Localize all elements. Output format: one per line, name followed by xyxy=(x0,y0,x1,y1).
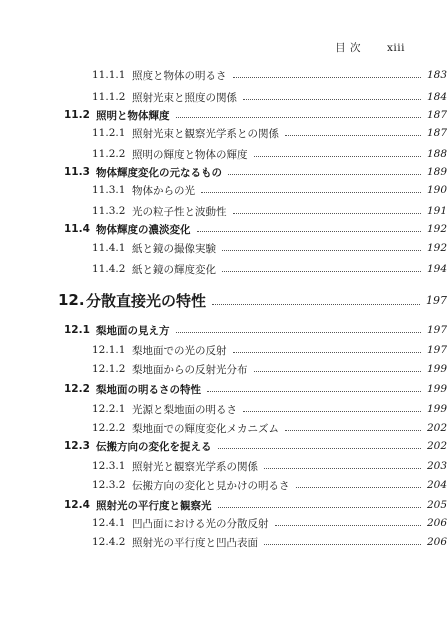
dot-leader xyxy=(243,410,421,412)
dot-leader xyxy=(228,173,421,175)
toc-title: 梨地面の明るさの特性 xyxy=(96,383,201,396)
toc-section xyxy=(0,497,447,513)
toc-title: 梨地面での輝度変化メカニズム xyxy=(132,422,279,435)
toc-chapter xyxy=(0,289,447,311)
toc-subsection xyxy=(0,515,447,531)
toc-title: 物体からの光 xyxy=(132,184,195,197)
toc-title: 分散直接光の特性 xyxy=(86,291,207,310)
toc-title: 照射光と観察光学系の関係 xyxy=(132,460,258,473)
toc-title: 光源と梨地面の明るさ xyxy=(132,403,237,416)
dot-leader xyxy=(254,155,421,157)
dot-leader xyxy=(233,76,421,78)
toc-subsection xyxy=(0,458,447,474)
dot-leader xyxy=(285,429,421,431)
toc-page-number: 187 xyxy=(426,127,447,139)
toc-number: 11.4.1 xyxy=(92,242,126,254)
toc-number: 12.4 xyxy=(64,499,90,511)
toc-number: 12.1.2 xyxy=(92,363,126,375)
toc-number: 11.1.2 xyxy=(92,91,126,103)
toc-title: 紙と鏡の輝度変化 xyxy=(132,263,216,276)
toc-section xyxy=(0,438,447,454)
toc-section xyxy=(0,164,447,180)
toc-page-number: 199 xyxy=(426,363,447,375)
toc-title: 照射光束と観察光学系との関係 xyxy=(132,127,279,140)
toc-number: 11.3.2 xyxy=(92,205,126,217)
toc-subsection xyxy=(0,203,447,219)
toc-subsection xyxy=(0,89,447,105)
toc-page-number: 197 xyxy=(426,344,447,356)
dot-leader xyxy=(176,331,421,333)
toc-section xyxy=(0,107,447,123)
toc-title: 照明と物体輝度 xyxy=(96,109,170,122)
toc-number: 12.3.2 xyxy=(92,479,126,491)
toc-section xyxy=(0,221,447,237)
toc-page-number: 197 xyxy=(426,293,447,307)
toc-page-number: 205 xyxy=(426,499,447,511)
toc-title: 梨地面からの反射光分布 xyxy=(132,363,248,376)
toc-number: 11.3 xyxy=(64,166,90,178)
toc-page-number: 192 xyxy=(426,242,447,254)
toc-subsection xyxy=(0,534,447,550)
toc-number: 11.1.1 xyxy=(92,69,126,81)
toc-subsection xyxy=(0,342,447,358)
toc-page-number: 192 xyxy=(426,223,447,235)
dot-leader xyxy=(222,249,421,251)
toc-subsection xyxy=(0,361,447,377)
toc-page-number: 204 xyxy=(426,479,447,491)
toc-page-number: 199 xyxy=(426,383,447,395)
toc-number: 12.2.1 xyxy=(92,403,126,415)
toc-title: 照射光の平行度と凹凸表面 xyxy=(132,536,258,549)
toc-page-number: 184 xyxy=(426,91,447,103)
toc-page-number: 202 xyxy=(426,440,447,452)
dot-leader xyxy=(296,486,421,488)
toc-page-number: 197 xyxy=(426,324,447,336)
toc-title: 照明の輝度と物体の輝度 xyxy=(132,148,248,161)
dot-leader xyxy=(264,543,421,545)
dot-leader xyxy=(222,270,421,272)
dot-leader xyxy=(176,116,421,118)
dot-leader xyxy=(285,134,421,136)
dot-leader xyxy=(275,524,421,526)
dot-leader xyxy=(218,447,421,449)
toc-title: 物体輝度の濃淡変化 xyxy=(96,223,191,236)
dot-leader xyxy=(254,370,421,372)
toc-title: 伝搬方向の変化と見かけの明るさ xyxy=(132,479,290,492)
toc-subsection xyxy=(0,477,447,493)
toc-section xyxy=(0,381,447,397)
dot-leader xyxy=(207,390,421,392)
toc-title: 照度と物体の明るさ xyxy=(132,69,227,82)
toc-number: 12. xyxy=(58,291,85,309)
toc-page-number: 190 xyxy=(426,184,447,196)
toc-number: 12.2.2 xyxy=(92,422,126,434)
header-title: 目 次 xyxy=(335,42,361,54)
toc-number: 12.4.1 xyxy=(92,517,126,529)
toc-number: 11.2 xyxy=(64,109,90,121)
toc-number: 12.3.1 xyxy=(92,460,126,472)
toc-number: 12.1.1 xyxy=(92,344,126,356)
toc-subsection xyxy=(0,261,447,277)
toc-title: 紙と鏡の撮像実験 xyxy=(132,242,216,255)
running-header xyxy=(335,40,405,55)
toc-subsection xyxy=(0,420,447,436)
toc-subsection xyxy=(0,182,447,198)
toc-page-number: 203 xyxy=(426,460,447,472)
toc-page-number: 187 xyxy=(426,109,447,121)
toc-subsection xyxy=(0,146,447,162)
toc-title: 物体輝度変化の元なるもの xyxy=(96,166,222,179)
toc-subsection xyxy=(0,125,447,141)
dot-leader xyxy=(218,506,421,508)
toc-title: 照射光の平行度と観察光 xyxy=(96,499,212,512)
toc-page-number: 188 xyxy=(426,148,447,160)
toc-number: 11.4 xyxy=(64,223,90,235)
toc-page-number: 191 xyxy=(426,205,447,217)
toc-subsection xyxy=(0,401,447,417)
toc-number: 12.1 xyxy=(64,324,90,336)
dot-leader xyxy=(243,98,421,100)
toc-page-number: 206 xyxy=(426,536,447,548)
toc-title: 凹凸面における光の分散反射 xyxy=(132,517,269,530)
toc-page-number: 194 xyxy=(426,263,447,275)
dot-leader xyxy=(264,467,421,469)
dot-leader xyxy=(212,303,420,305)
toc-number: 12.4.2 xyxy=(92,536,126,548)
toc-page-number: 189 xyxy=(426,166,447,178)
toc-section xyxy=(0,322,447,338)
toc-number: 12.3 xyxy=(64,440,90,452)
toc-number: 12.2 xyxy=(64,383,90,395)
toc-page-number: 199 xyxy=(426,403,447,415)
toc-subsection xyxy=(0,240,447,256)
toc-number: 11.2.1 xyxy=(92,127,126,139)
toc-title: 梨地面での光の反射 xyxy=(132,344,227,357)
dot-leader xyxy=(233,351,421,353)
toc-title: 梨地面の見え方 xyxy=(96,324,170,337)
toc-number: 11.2.2 xyxy=(92,148,126,160)
dot-leader xyxy=(233,212,421,214)
toc-page-number: 183 xyxy=(426,69,447,81)
toc-page-number: 202 xyxy=(426,422,447,434)
dot-leader xyxy=(197,230,421,232)
toc-number: 11.3.1 xyxy=(92,184,126,196)
toc-title: 光の粒子性と波動性 xyxy=(132,205,227,218)
toc-subsection xyxy=(0,67,447,83)
dot-leader xyxy=(201,191,421,193)
toc-page-number: 206 xyxy=(426,517,447,529)
header-page-number: xiii xyxy=(387,42,405,54)
toc-number: 11.4.2 xyxy=(92,263,126,275)
toc-title: 伝搬方向の変化を捉える xyxy=(96,440,212,453)
toc-title: 照射光束と照度の関係 xyxy=(132,91,237,104)
